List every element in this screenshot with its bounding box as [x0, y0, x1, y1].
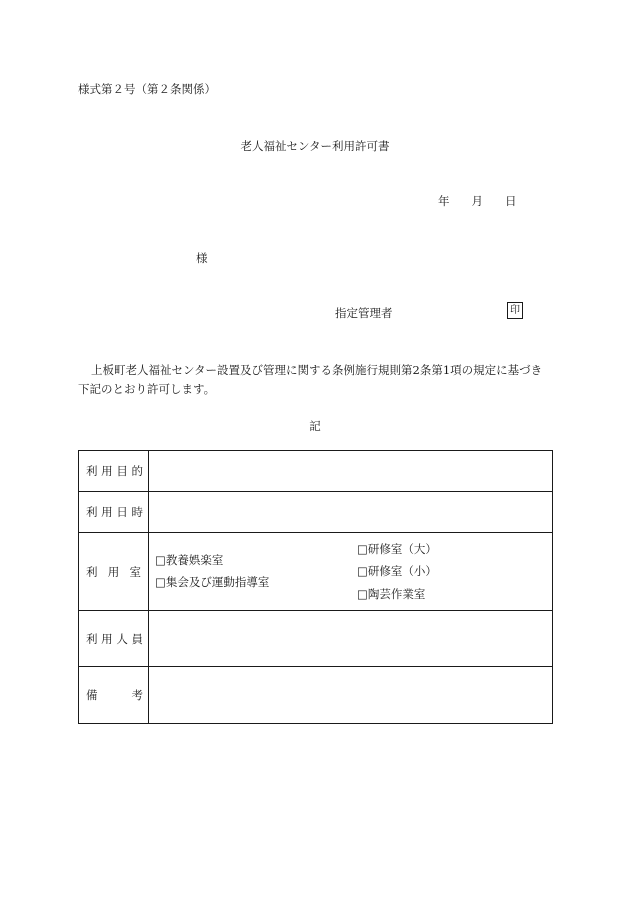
room-options-cell	[149, 533, 553, 611]
ki-heading: 記	[309, 419, 321, 433]
manager-label: 指定管理者	[335, 306, 393, 320]
purpose-value-cell[interactable]	[149, 451, 553, 492]
row-purpose	[79, 451, 553, 492]
details-table	[78, 450, 553, 724]
room-option-assembly[interactable]: □集会及び運動指導室	[155, 574, 270, 589]
persons-label: 利 用 人 員	[86, 631, 143, 646]
purpose-label: 利 用 目 的	[86, 464, 143, 478]
date-year: 年	[438, 194, 450, 208]
seal-mark: 印	[507, 302, 523, 319]
datetime-value-cell[interactable]	[149, 492, 553, 533]
remarks-value-cell[interactable]	[149, 667, 553, 724]
room-label: 利 用 室	[86, 564, 141, 579]
body-text: 上板町老人福祉センター設置及び管理に関する条例施行規則第2条第1項の規定に基づき下記のとおり許可します。	[78, 363, 543, 396]
row-datetime	[79, 492, 553, 533]
date-line	[438, 193, 517, 209]
room-option-training-small[interactable]: □研修室（小）	[357, 564, 437, 579]
datetime-label: 利 用 日 時	[86, 505, 143, 519]
date-month: 月	[471, 194, 483, 208]
room-option-pottery[interactable]: □陶芸作業室	[357, 586, 426, 601]
remarks-label: 備 考	[86, 688, 143, 702]
row-remarks	[79, 667, 553, 724]
addressee-suffix: 様	[196, 251, 208, 265]
date-day: 日	[505, 194, 517, 208]
room-option-training-large[interactable]: □研修室（大）	[357, 541, 437, 556]
room-option-culture[interactable]: □教養娯楽室	[155, 552, 224, 567]
form-number: 様式第２号（第２条関係）	[78, 82, 216, 96]
persons-value-cell[interactable]	[149, 611, 553, 667]
row-room	[79, 533, 553, 611]
row-persons	[79, 611, 553, 667]
document-title: 老人福祉センター利用許可書	[240, 139, 390, 153]
